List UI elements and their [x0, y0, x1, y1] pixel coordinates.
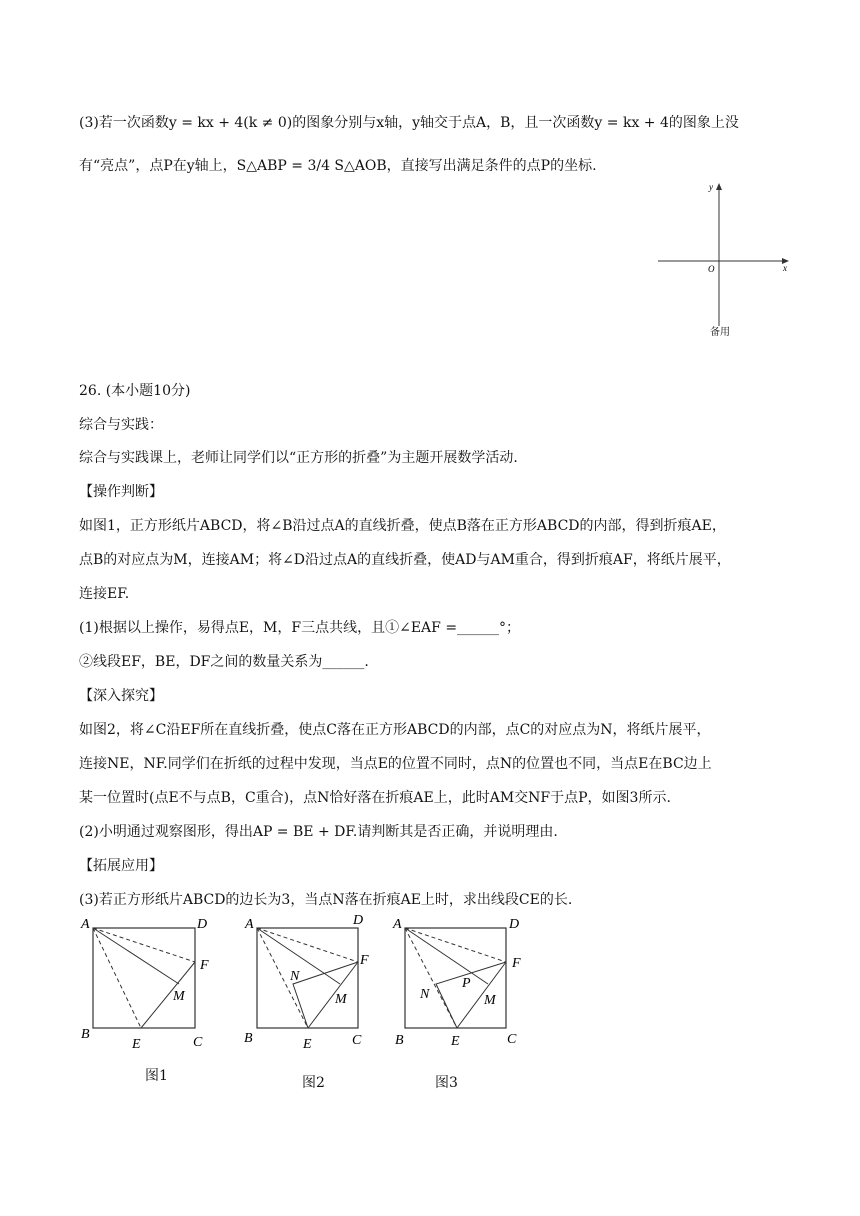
label-m: M [173, 989, 185, 1004]
q2: (2)小明通过观察图形，得出AP = BE + DF.请判断其是否正确，并说明理由. [79, 824, 558, 840]
coordinate-axes-figure [655, 178, 795, 343]
p2-line-2: 连接NE，NF.同学们在折纸的过程中发现，当点E的位置不同时，点N的位置也不同，当点E在BC边上 [79, 756, 712, 772]
q1-part-a: (1)根据以上操作，易得点E，M，F三点共线，且①∠EAF =______°； [79, 620, 521, 636]
figure-3-caption: 图3 [435, 1075, 458, 1091]
q1-part-b: ②线段EF，BE，DF之间的数量关系为______. [79, 654, 369, 670]
label-b: B [395, 1033, 404, 1048]
label-d: D [353, 913, 364, 928]
section-apply: 【拓展应用】 [79, 858, 163, 874]
origin-label: O [708, 264, 715, 274]
p2-line-3: 某一位置时(点E不与点B，C重合)，点N恰好落在折痕AE上，此时AM交NF于点P，如图3所示. [79, 790, 671, 806]
square-abcd [257, 928, 358, 1028]
axes-caption: 备用 [710, 327, 730, 338]
x-axis-label: x [783, 263, 787, 273]
label-n: N [290, 969, 300, 984]
label-f: F [360, 953, 369, 968]
figure-2 [240, 912, 390, 1052]
label-d: D [509, 917, 520, 932]
p1-line-3: 连接EF. [79, 586, 130, 602]
crease-af [257, 928, 358, 962]
label-a: A [81, 917, 90, 932]
label-c: C [507, 1032, 517, 1047]
label-b: B [81, 1027, 90, 1042]
crease-af [405, 928, 506, 962]
q3: (3)若正方形纸片ABCD的边长为3，当点N落在折痕AE上时，求出线段CE的长. [79, 892, 573, 908]
label-b: B [244, 1031, 253, 1046]
label-m: M [484, 993, 496, 1008]
figure-1-caption: 图1 [145, 1068, 168, 1084]
label-e: E [303, 1037, 312, 1052]
p1-line-2: 点B的对应点为M，连接AM；将∠D沿过点A的直线折叠，使AD与AM重合，得到折痕AF，将纸片展平， [79, 552, 731, 568]
q3a-line-1: (3)若一次函数y = kx + 4(k ≠ 0)的图象分别与x轴，y轴交于点A，B，且一次函数y = kx + 4的图象上没 [79, 115, 739, 131]
crease-af [93, 928, 195, 962]
q3a-line-2: 有“亮点”，点P在y轴上，S△ABP = 3/4 S△AOB，直接写出满足条件的点P的坐标. [79, 158, 597, 174]
crease-ae [93, 928, 141, 1028]
label-p: P [462, 976, 471, 991]
label-f: F [512, 956, 521, 971]
segment-am [405, 928, 488, 984]
y-axis-arrow [716, 183, 722, 190]
label-m: M [335, 992, 347, 1007]
label-c: C [193, 1035, 203, 1050]
q26-intro: 综合与实践课上，老师让同学们以“正方形的折叠”为主题开展数学活动. [79, 450, 518, 466]
label-a: A [393, 917, 402, 932]
label-c: C [352, 1033, 362, 1048]
figure-3 [390, 912, 540, 1052]
y-axis-label: y [709, 182, 713, 192]
crease-ae [405, 928, 457, 1028]
p2-line-1: 如图2，将∠C沿EF所在直线折叠，使点C落在正方形ABCD的内部，点C的对应点为N，将纸片展平， [79, 722, 711, 738]
q26-header: 26. (本小题10分) [79, 383, 191, 399]
label-a: A [245, 917, 254, 932]
square-abcd [93, 928, 195, 1028]
label-n: N [420, 987, 430, 1002]
section-operate: 【操作判断】 [79, 484, 163, 500]
q26-subtitle: 综合与实践： [79, 417, 163, 433]
segment-ef [457, 962, 506, 1028]
figure-1 [75, 912, 225, 1052]
figure-2-caption: 图2 [302, 1075, 325, 1091]
segment-ef [141, 962, 195, 1028]
label-e: E [451, 1034, 460, 1049]
segment-ef [308, 962, 358, 1028]
label-d: D [197, 917, 208, 932]
label-e: E [132, 1037, 141, 1052]
section-explore: 【深入探究】 [79, 688, 163, 704]
p1-line-1: 如图1，正方形纸片ABCD，将∠B沿过点A的直线折叠，使点B落在正方形ABCD的内部，得到折痕AE， [79, 518, 726, 534]
label-f: F [200, 958, 209, 973]
